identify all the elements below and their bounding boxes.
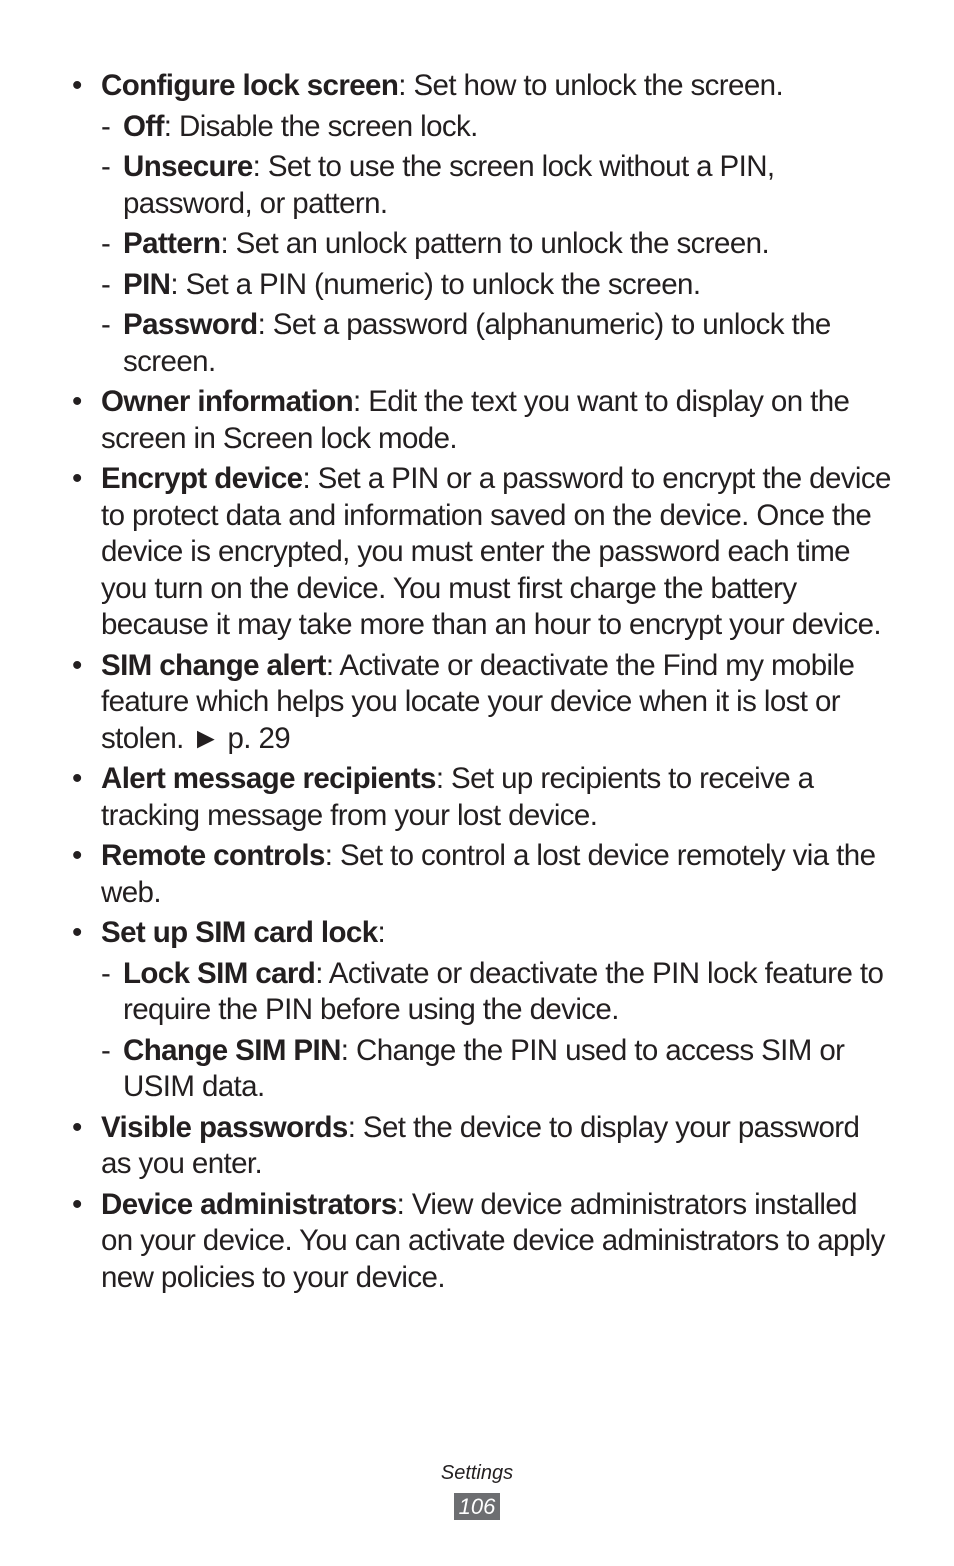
list-item-remote-controls	[72, 838, 892, 911]
sub-item-lock-sim-card	[101, 956, 892, 1029]
dash-icon: -	[101, 267, 111, 301]
list-item-owner-information	[72, 384, 892, 457]
sub-item-term: Lock SIM card	[123, 956, 316, 990]
bullet-icon: •	[72, 916, 82, 949]
list-item-configure-lock-screen	[72, 68, 892, 380]
item-term: Remote controls	[101, 839, 325, 872]
page-number-badge: 106	[454, 1493, 500, 1520]
dash-icon: -	[101, 956, 111, 990]
item-text: :	[377, 916, 386, 949]
item-text: : View device administrators installed on your device. You can activate device administrators to apply new policies to your device.	[101, 1187, 885, 1294]
bullet-icon: •	[72, 648, 82, 682]
item-term: Configure lock screen	[101, 69, 399, 102]
sub-item-term: Change SIM PIN	[123, 1033, 341, 1067]
list-item-alert-message-recipients	[72, 761, 892, 834]
list-item-visible-passwords	[72, 1110, 892, 1183]
list-item-device-administrators	[72, 1187, 892, 1297]
list-item-encrypt-device	[72, 461, 892, 644]
sub-item-term: Unsecure	[123, 150, 253, 183]
dash-icon: -	[101, 109, 111, 143]
sub-item-text: : Set a password (alphanumeric) to unlock the screen.	[123, 308, 831, 378]
bullet-icon: •	[72, 1187, 82, 1221]
item-text: : Set up recipients to receive a tracking message from your lost device.	[101, 762, 814, 832]
item-text: : Set the device to display your password as you enter.	[101, 1110, 860, 1180]
sub-item-term: Pattern	[123, 227, 221, 260]
item-text: : Set a PIN or a password to encrypt the device to protect data and information saved on the device. Once the device is encrypted, you must enter the password each time you turn on the device. You must first charge the battery because it may take more than an hour to encrypt your device.	[101, 462, 891, 641]
bullet-icon: •	[72, 69, 82, 102]
sub-item-term: Password	[123, 308, 258, 341]
sub-item-unsecure	[101, 149, 892, 222]
sub-item-text: : Set an unlock pattern to unlock the screen.	[220, 227, 770, 260]
sub-item-pattern	[101, 226, 892, 263]
item-term: Encrypt device	[101, 462, 303, 495]
bullet-icon: •	[72, 1110, 82, 1144]
bullet-icon: •	[72, 839, 82, 872]
sub-item-text: : Disable the screen lock.	[163, 109, 478, 143]
dash-icon: -	[101, 1033, 111, 1067]
bullet-icon: •	[72, 462, 82, 495]
sub-item-off	[101, 109, 892, 146]
item-term: Device administrators	[101, 1187, 397, 1221]
sub-item-pin	[101, 267, 892, 304]
item-text: : Set to control a lost device remotely via the web.	[101, 839, 876, 909]
settings-list	[72, 68, 892, 1300]
item-term: SIM change alert	[101, 648, 326, 682]
item-text: : Set how to unlock the screen.	[398, 69, 784, 102]
item-term: Visible passwords	[101, 1110, 348, 1144]
dash-icon: -	[101, 308, 111, 341]
sub-item-term: Off	[123, 109, 164, 143]
dash-icon: -	[101, 227, 111, 260]
footer-section-label: Settings	[440, 1462, 514, 1484]
item-text: : Edit the text you want to display on the screen in Screen lock mode.	[101, 385, 850, 455]
item-term: Owner information	[101, 385, 354, 418]
sub-item-text: : Set a PIN (numeric) to unlock the screen.	[170, 267, 701, 301]
sub-item-text: : Activate or deactivate the PIN lock feature to require the PIN before using the device.	[123, 956, 884, 1026]
sub-item-text: : Set to use the screen lock without a PIN, password, or pattern.	[123, 150, 775, 220]
sub-item-text: : Change the PIN used to access SIM or USIM data.	[123, 1033, 845, 1103]
dash-icon: -	[101, 150, 111, 183]
item-term: Set up SIM card lock	[101, 916, 378, 949]
sub-item-password	[101, 307, 892, 380]
item-text: : Activate or deactivate the Find my mobile feature which helps you locate your device when it is lost or stolen. ► p. 29	[101, 648, 855, 755]
list-item-set-up-sim-card-lock	[72, 915, 892, 1106]
sub-item-term: PIN	[123, 267, 171, 301]
list-item-sim-change-alert	[72, 648, 892, 758]
item-term: Alert message recipients	[101, 762, 436, 795]
bullet-icon: •	[72, 762, 82, 795]
bullet-icon: •	[72, 385, 82, 418]
sub-item-change-sim-pin	[101, 1033, 892, 1106]
